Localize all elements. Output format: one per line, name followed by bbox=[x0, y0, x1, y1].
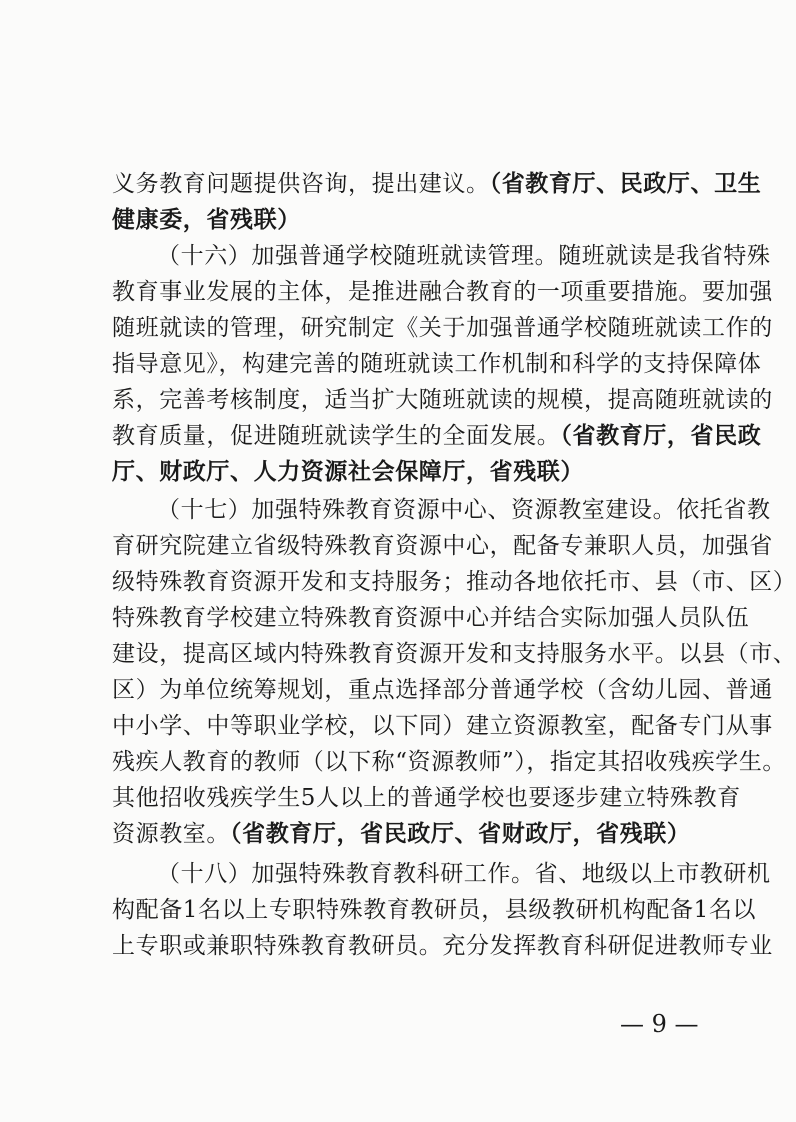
text-line-1 bbox=[112, 166, 762, 202]
text-line-16 bbox=[112, 708, 773, 744]
line-5-text: 随班就读的管理，研究制定《关于加强普通学校随班就读工作的 bbox=[112, 315, 773, 341]
text-line-12 bbox=[112, 564, 796, 600]
line-12-text: 级特殊教育资源开发和支持服务；推动各地依托市、县（市、区） bbox=[112, 569, 796, 595]
line-8-text: 教育质量，促进随班就读学生的全面发展。 bbox=[112, 423, 561, 449]
line-19-text: 资源教室。 bbox=[112, 821, 230, 847]
line-4-text: 教育事业发展的主体，是推进融合教育的一项重要措施。要加强 bbox=[112, 279, 773, 305]
line-10-text: （十七）加强特殊教育资源中心、资源教室建设。依托省教 bbox=[157, 497, 771, 523]
line-15-text: 区）为单位统筹规划，重点选择部分普通学校（含幼儿园、普通 bbox=[112, 677, 773, 703]
text-line-18 bbox=[112, 780, 741, 816]
line-18-text: 其他招收残疾学生5人以上的普通学校也要逐步建立特殊教育 bbox=[112, 785, 741, 811]
line-8-bold: （省教育厅，省民政 bbox=[560, 422, 762, 449]
text-line-20 bbox=[157, 856, 771, 892]
text-line-6 bbox=[112, 346, 762, 382]
line-1-text: 义务教育问题提供咨询，提出建议。 bbox=[112, 171, 490, 197]
text-line-21 bbox=[112, 892, 757, 928]
text-line-11 bbox=[112, 528, 773, 564]
text-line-3 bbox=[157, 238, 771, 274]
line-14-text: 建设，提高区域内特殊教育资源开发和支持服务水平。以县（市、 bbox=[112, 641, 796, 667]
text-line-9 bbox=[112, 454, 696, 490]
text-line-10 bbox=[157, 492, 771, 528]
text-line-13 bbox=[112, 600, 750, 636]
text-line-4 bbox=[112, 274, 773, 310]
line-17-text: 残疾人教育的教师（以下称“资源教师”），指定其招收残疾学生。 bbox=[112, 749, 787, 775]
line-20-text: （十八）加强特殊教育教科研工作。省、地级以上市教研机 bbox=[157, 861, 771, 887]
text-line-17 bbox=[112, 744, 787, 780]
text-line-2 bbox=[112, 202, 696, 238]
text-line-14 bbox=[112, 636, 796, 672]
text-line-8 bbox=[112, 418, 762, 454]
line-21-text: 构配备1名以上专职特殊教育教研员，县级教研机构配备1名以 bbox=[112, 897, 757, 923]
text-line-5 bbox=[112, 310, 773, 346]
text-line-15 bbox=[112, 672, 773, 708]
line-16-text: 中小学、中等职业学校，以下同）建立资源教室，配备专门从事 bbox=[112, 713, 773, 739]
line-7-text: 系，完善考核制度，适当扩大随班就读的规模，提高随班就读的 bbox=[112, 387, 773, 413]
text-line-22 bbox=[112, 928, 773, 964]
line-1-bold: （省教育厅、民政厅、卫生 bbox=[489, 170, 762, 197]
text-line-19 bbox=[112, 816, 696, 852]
text-line-7 bbox=[112, 382, 773, 418]
line-13-text: 特殊教育学校建立特殊教育资源中心并结合实际加强人员队伍 bbox=[112, 605, 750, 631]
line-11-text: 育研究院建立省级特殊教育资源中心，配备专兼职人员，加强省 bbox=[112, 533, 773, 559]
page-number: — 9 — bbox=[620, 1010, 699, 1038]
line-2-bold: 健康委，省残联） bbox=[112, 206, 301, 233]
line-9-bold: 厅、财政厅、人力资源社会保障厅，省残联） bbox=[112, 458, 584, 485]
line-3-text: （十六）加强普通学校随班就读管理。随班就读是我省特殊 bbox=[157, 243, 771, 269]
line-6-text: 指导意见》，构建完善的随班就读工作机制和科学的支持保障体 bbox=[112, 351, 762, 377]
line-22-text: 上专职或兼职特殊教育教研员。充分发挥教育科研促进教师专业 bbox=[112, 933, 773, 959]
line-19-bold: （省教育厅，省民政厅、省财政厅，省残联） bbox=[230, 820, 691, 847]
